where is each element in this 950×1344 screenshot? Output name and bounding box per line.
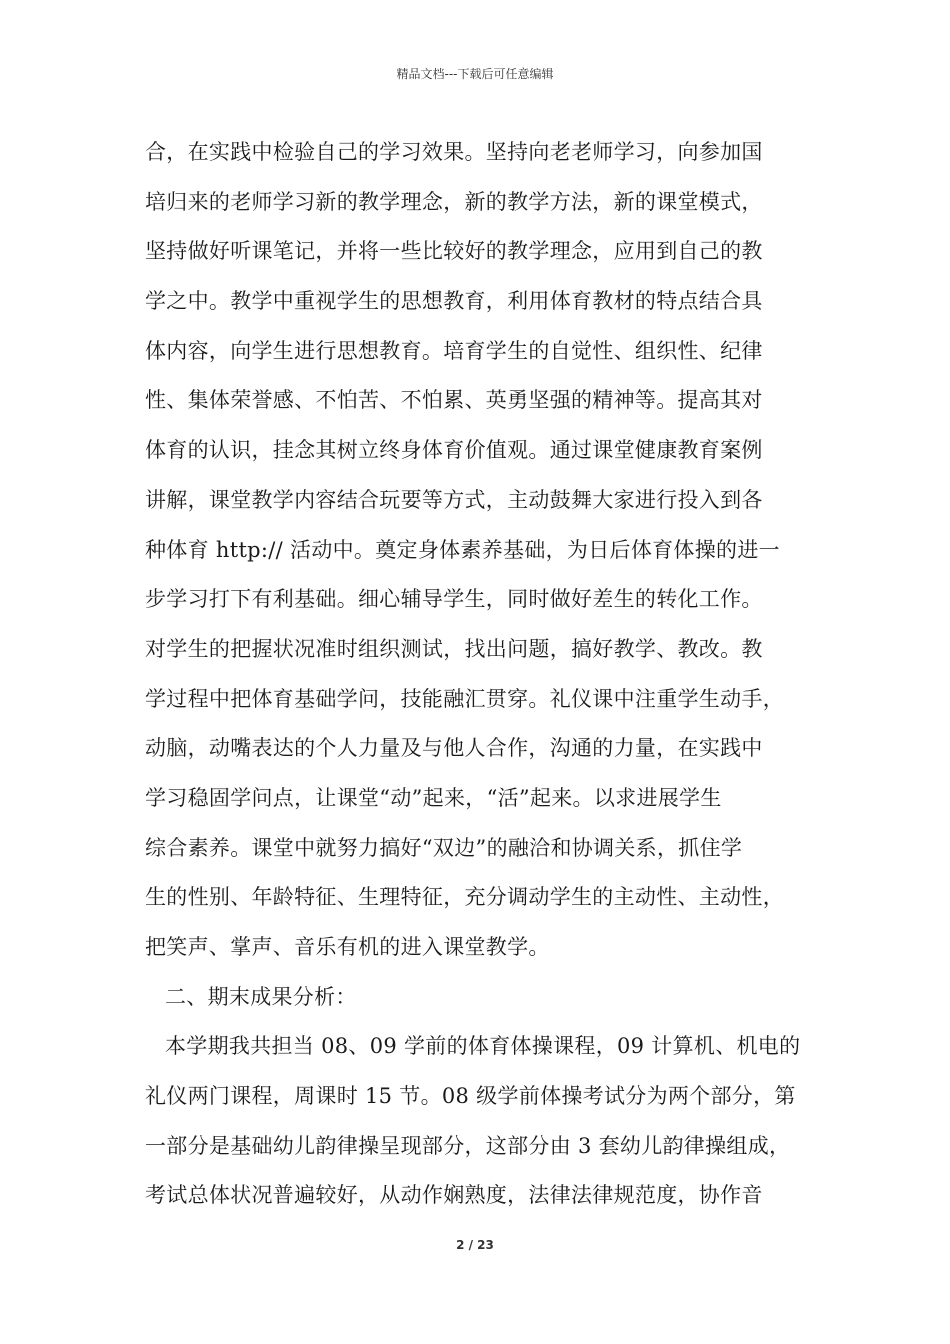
body-line: 礼仪两门课程，周课时 15 节。08 级学前体操考试分为两个部分，第: [145, 1084, 796, 1109]
body-line: 培归来的老师学习新的教学理念，新的教学方法，新的课堂模式，: [145, 189, 763, 214]
body-line: 动脑，动嘴表达的个人力量及与他人合作，沟通的力量，在实践中: [145, 736, 763, 761]
body-line: 讲解，课堂教学内容结合玩要等方式，主动鼓舞大家进行投入到各: [145, 487, 763, 512]
body-line: 体育的认识，挂念其树立终身体育价值观。通过课堂健康教育案例: [145, 438, 763, 463]
body-line: 对学生的把握状况准时组织测试，找出问题，搞好教学、教改。教: [145, 636, 763, 661]
body-line: 性、集体荣誉感、不怕苦、不怕累、英勇坚强的精神等。提高其对: [145, 388, 763, 413]
body-line: 一部分是基础幼儿韵律操呈现部分，这部分由 3 套幼儿韵律操组成，: [145, 1133, 791, 1158]
body-line: 学习稳固学问点，让课堂“动”起来，“活”起来。以求进展学生: [145, 785, 722, 810]
body-line: 步学习打下有利基础。细心辅导学生，同时做好差生的转化工作。: [145, 587, 763, 612]
body-line: 种体育 http:// 活动中。奠定身体素养基础，为日后体育体操的进一: [145, 537, 780, 562]
body-line: 合，在实践中检验自己的学习效果。坚持向老老师学习，向参加国: [145, 140, 763, 164]
page-header: 精品文档---下载后可任意编辑: [396, 67, 554, 81]
body-line: 把笑声、掌声、音乐有机的进入课堂教学。: [145, 935, 550, 959]
document-body: [145, 128, 825, 1221]
section-heading: 二、期末成果分析：: [165, 984, 357, 1009]
body-line: 学过程中把体育基础学问，技能融汇贯穿。礼仪课中注重学生动手，: [145, 686, 784, 711]
body-line: 学之中。教学中重视学生的思想教育，利用体育教材的特点结合具: [145, 289, 763, 314]
body-line: 坚持做好听课笔记，并将一些比较好的教学理念，应用到自己的教: [145, 239, 763, 264]
body-line: 体内容，向学生进行思想教育。培育学生的自觉性、组织性、纪律: [145, 338, 763, 363]
body-line: 生的性别、年龄特征、生理特征，充分调动学生的主动性、主动性，: [145, 885, 784, 910]
body-line: 综合素养。课堂中就努力搞好“双边”的融洽和协调关系，抓住学: [145, 835, 743, 860]
page-number: 2 / 23: [456, 1238, 494, 1252]
body-line: 本学期我共担当 08、09 学前的体育体操课程，09 计算机、机电的: [165, 1034, 801, 1059]
body-line: 考试总体状况普遍较好，从动作娴熟度，法律法律规范度，协作音: [145, 1183, 763, 1208]
